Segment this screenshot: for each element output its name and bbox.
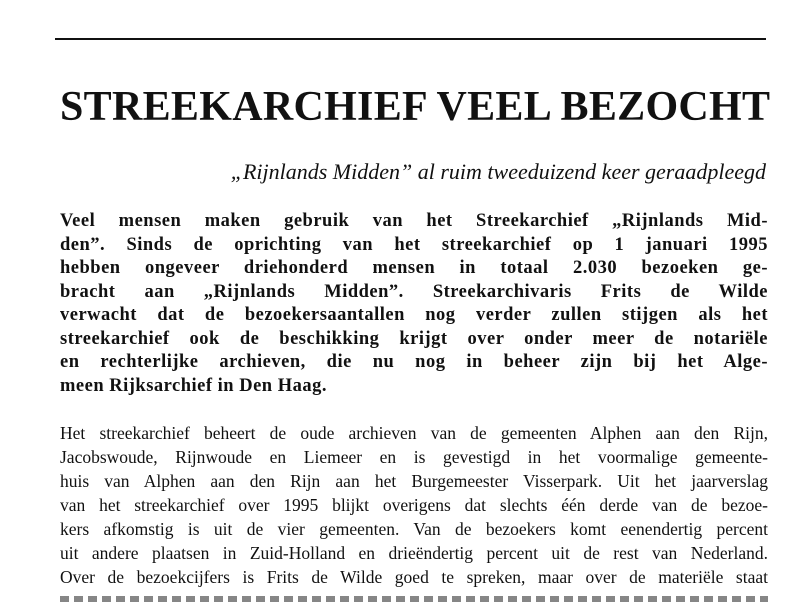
body-line: van het streekarchief over 1995 blijkt overigens dat slechts één derde van de bezoe- (60, 495, 768, 515)
lead-line: meen Rijksarchief in Den Haag. (60, 375, 327, 396)
lead-line: bracht aan „Rijnlands Midden”. Streekarchivaris Frits de Wilde (60, 281, 768, 302)
lead-line: streekarchief ook de beschikking krijgt over onder meer de notariële (60, 328, 768, 349)
subtitle: „Rijnlands Midden” al ruim tweeduizend keer geraadpleegd (230, 159, 766, 184)
body-line: kers afkomstig is uit de vier gemeenten. Van de bezoekers komt eenendertig percent (60, 519, 768, 539)
body-line: uit andere plaatsen in Zuid-Holland en drieëndertig percent uit de rest van Nederland. (60, 543, 768, 563)
body-line: Over de bezoekcijfers is Frits de Wilde goed te spreken, maar over de materiële staat (60, 567, 768, 587)
body-line: Het streekarchief beheert de oude archieven van de gemeenten Alphen aan den Rijn, (60, 423, 768, 443)
lead-line: verwacht dat de bezoekersaantallen nog verder zullen stijgen als het (60, 305, 768, 325)
body-line: huis van Alphen aan den Rijn aan het Burgemeester Visserpark. Uit het jaarverslag (60, 471, 768, 491)
lead-line: den”. Sinds de oprichting van het streekarchief op 1 januari 1995 (60, 234, 768, 255)
lead-line: en rechterlijke archieven, die nu nog in beheer zijn bij het Alge- (60, 352, 768, 372)
body-line: Jacobswoude, Rijnwoude en Liemeer en is gevestigd in het voormalige gemeente- (60, 447, 768, 467)
lead-line: Veel mensen maken gebruik van het Streekarchief „Rijnlands Mid- (60, 211, 768, 231)
top-rule (55, 38, 766, 40)
lead-line: hebben ongeveer driehonderd mensen in totaal 2.030 bezoeken ge- (60, 258, 768, 278)
headline: STREEKARCHIEF VEEL BEZOCHT (60, 84, 771, 130)
cut-off-text-line (60, 596, 768, 602)
body-paragraph (60, 421, 768, 589)
lead-paragraph (60, 210, 768, 398)
